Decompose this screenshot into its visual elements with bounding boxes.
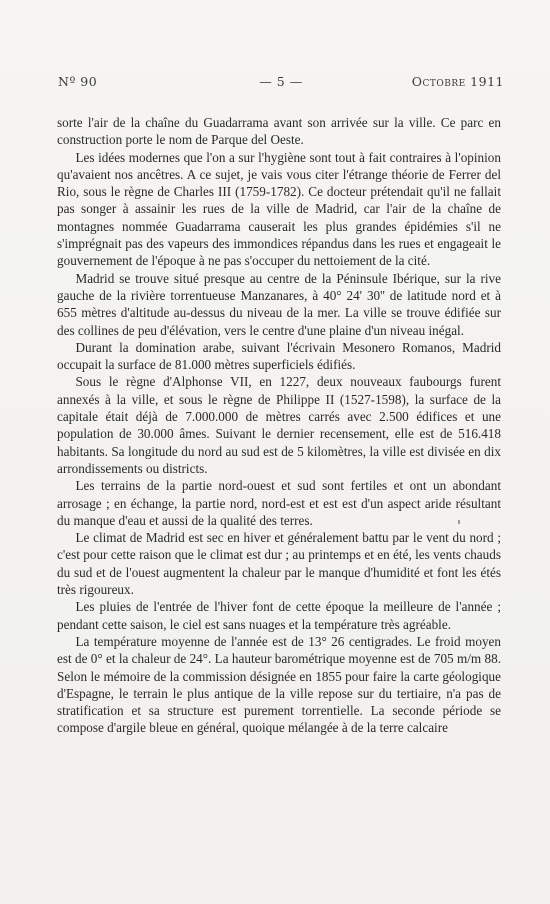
paragraph-9: La température moyenne de l'année est de 13° 26 centigrades. Le froid moyen est de 0° et la chaleur de 24°. La hauteur barométrique moyenne est de 705 m/m 88. Selon le mémoire de la commission désignée en 1855 pour faire la carte géologique d'Espagne, le terrain le plus antique de la ville repose sur du tertiaire, n'a pas de stratification et sa structure est purement torrentielle. La seconde période se compose d'argile bleue en général, quoique mélangée à de la terre calcaire: [57, 633, 501, 736]
paragraph-1: sorte l'air de la chaîne du Guadarrama avant son arrivée sur la ville. Ce parc en construction porte le nom de Parque del Oeste.: [57, 115, 501, 148]
paragraph-8: Les pluies de l'entrée de l'hiver font de cette époque la meilleure de l'année ; pendant cette saison, le ciel est sans nuages et la température très agréable.: [57, 599, 501, 632]
article-body: [57, 114, 501, 737]
issue-date: Octobre 1911: [411, 74, 504, 89]
page-header: [58, 74, 504, 92]
paragraph-6: Les terrains de la partie nord-ouest et sud sont fertiles et ont un abondant arrosage ; en échange, la partie nord, nord-est et est est d'un aspect aride résultant du manque d'eau et aussi de la qualité des terres.: [57, 478, 501, 528]
issue-number: Nº 90: [58, 74, 98, 89]
paragraph-7: Le climat de Madrid est sec en hiver et généralement battu par le vent du nord ; c'est pour cette raison que le climat est dur ; au printemps et en été, les vents chauds du sud et de l'ouest augmentent la chaleur par le manque d'humidité et font les étés très rigoureux.: [57, 530, 501, 598]
paragraph-3: Madrid se trouve situé presque au centre de la Péninsule Ibérique, sur la rive gauche de la rivière torrentueuse Manzanares, à 40° 24' 30'' de latitude nord et à 655 mètres d'altitude au-dessus du niveau de la mer. La ville se trouve édifiée sur des collines de peu d'élévation, vers le centre d'une plaine d'un niveau inégal.: [57, 270, 501, 338]
page-number: — 5 —: [259, 74, 303, 89]
paragraph-2: Les idées modernes que l'on a sur l'hygiène sont tout à fait contraires à l'opinion qu'avaient nos ancêtres. A ce sujet, je vais vous citer l'étrange théorie de Ferrer del Rio, sous le règne de Charles III (1759-1782). Ce docteur prétendait qu'il ne fallait pas songer à assainir les rues de la ville de Madrid, car l'air de la chaîne de montagnes nommée Guadarrama causerait les plus grandes épidémies s'il ne s'imprégnait pas des vapeurs des immondices répandus dans les rues et engageait le gouvernement de l'époque à ne pas s'occuper du nettoiement de la cité.: [57, 149, 501, 269]
paragraph-4: Durant la domination arabe, suivant l'écrivain Mesonero Romanos, Madrid occupait la surface de 81.000 mètres superficiels édifiés.: [57, 339, 501, 373]
paragraph-5: Sous le règne d'Alphonse VII, en 1227, deux nouveaux faubourgs furent annexés à la ville, et sous le règne de Philippe II (1527-1598), la surface de la capitale était déjà de 7.000.000 de mètres carrés avec 2.500 édifices et une population de 30.000 âmes. Suivant le dernier recensement, elle est de 516.418 habitants. Sa longitude du nord au sud est de 5 kilomètres, la ville est divisée en dix arrondissements ou districts.: [57, 374, 501, 476]
ink-speck: [458, 520, 460, 524]
